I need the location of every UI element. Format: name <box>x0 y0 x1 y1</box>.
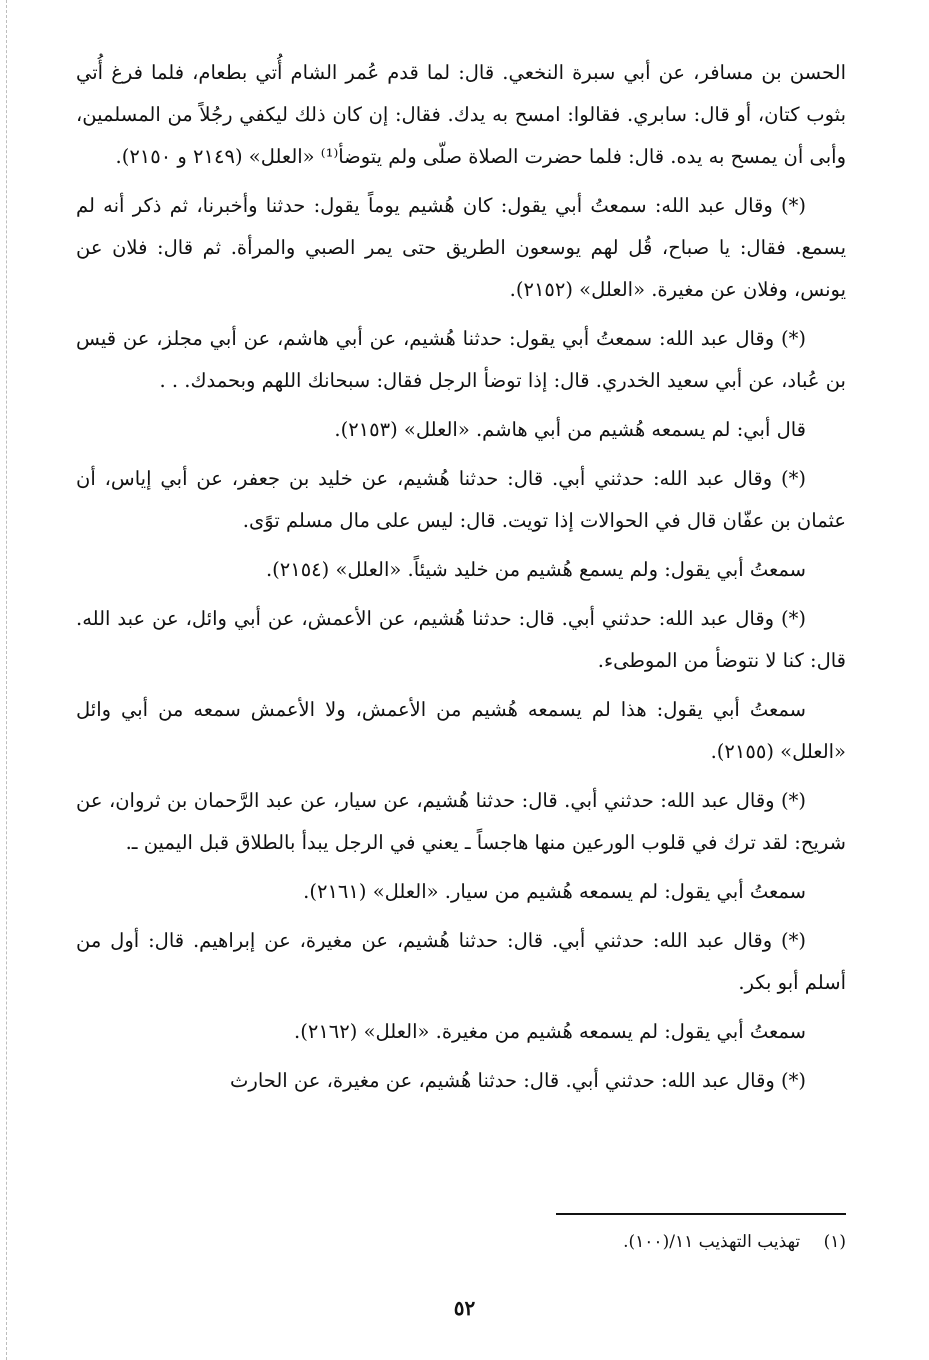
footnote-text: تهذيب التهذيب ١١/(١٠٠). <box>623 1232 801 1252</box>
paragraph-11: (*) وقال عبد الله: حدثني أبي. قال: حدثنا هُشيم، عن مغيرة، عن إبراهيم. قال: أول من أسلم أبو بكر. <box>76 929 846 994</box>
page-number: ٥٢ <box>453 1296 476 1320</box>
paragraph-5: (*) وقال عبد الله: حدثني أبي. قال: حدثنا هُشيم، عن خليد بن جعفر، عن أبي إياس، أن عثمان بن عفّان قال في الحوالات إذا تويت. قال: ليس على مال مسلم توًى. <box>76 467 846 532</box>
paragraph-13: (*) وقال عبد الله: حدثني أبي. قال: حدثنا هُشيم، عن مغيرة، عن الحارث <box>230 1069 806 1092</box>
footnote <box>500 1228 846 1256</box>
paragraph-2: (*) وقال عبد الله: سمعتُ أبي يقول: كان هُشيم يوماً يقول: حدثنا وأخبرنا، ثم ذكر أنه لم يسمع. فقال: يا صباح، قُل لهم يوسعون الطريق حتى يمر الصبي والمرأة. ثم قال: فلان عن يونس، وفلان عن مغيرة. «العلل» (٢١٥٢). <box>76 194 847 301</box>
footnote-number: (١) <box>823 1232 846 1252</box>
paragraph-9: (*) وقال عبد الله: حدثني أبي. قال: حدثنا هُشيم، عن سيار، عن عبد الرَّحمان بن ثروان، عن شريح: لقد ترك في قلوب الورعين منها هاجساً ـ يعني في الرجل يبدأ بالطلاق قبل اليمين ـ. <box>76 789 846 854</box>
paragraph-1: الحسن بن مسافر، عن أبي سبرة النخعي. قال: لما قدم عُمر الشام أُتي بطعام، فلما فرغ أُتي بثوب كتان، أو قال: سابري. فقالوا: امسح به يدك. فقال: إن كان ذلك ليكفي رجُلاً من المسلمين، وأبى أن يمسح به يده. قال: فلما حضرت الصلاة صلّى ولم يتوضأ⁽¹⁾ «العلل» (٢١٤٩ و ٢١٥٠). <box>76 61 846 168</box>
footnote-separator <box>556 1213 846 1215</box>
main-text <box>76 52 846 1109</box>
scan-margin-line <box>6 0 7 1360</box>
paragraph-6: سمعتُ أبي يقول: ولم يسمع هُشيم من خليد شيئاً. «العلل» (٢١٥٤). <box>265 558 806 581</box>
paragraph-7: (*) وقال عبد الله: حدثني أبي. قال: حدثنا هُشيم، عن الأعمش، عن أبي وائل، عن عبد الله. قال: كنا لا نتوضأ من الموطىء. <box>76 607 846 672</box>
paragraph-3: (*) وقال عبد الله: سمعتُ أبي يقول: حدثنا هُشيم، عن أبي هاشم، عن أبي مجلز، عن قيس بن عُباد، عن أبي سعيد الخدري. قال: إذا توضأ الرجل فقال: سبحانك اللهم وبحمدك. . . <box>76 327 846 392</box>
paragraph-12: سمعتُ أبي يقول: لم يسمعه هُشيم من مغيرة. «العلل» (٢١٦٢). <box>294 1020 806 1043</box>
paragraph-10: سمعتُ أبي يقول: لم يسمعه هُشيم من سيار. «العلل» (٢١٦١). <box>303 880 806 903</box>
paragraph-8: سمعتُ أبي يقول: هذا لم يسمعه هُشيم من الأعمش، ولا الأعمش سمعه من أبي وائل «العلل» (٢١٥٥). <box>76 698 846 763</box>
paragraph-4: قال أبي: لم يسمعه هُشيم من أبي هاشم. «العلل» (٢١٥٣). <box>334 418 806 441</box>
